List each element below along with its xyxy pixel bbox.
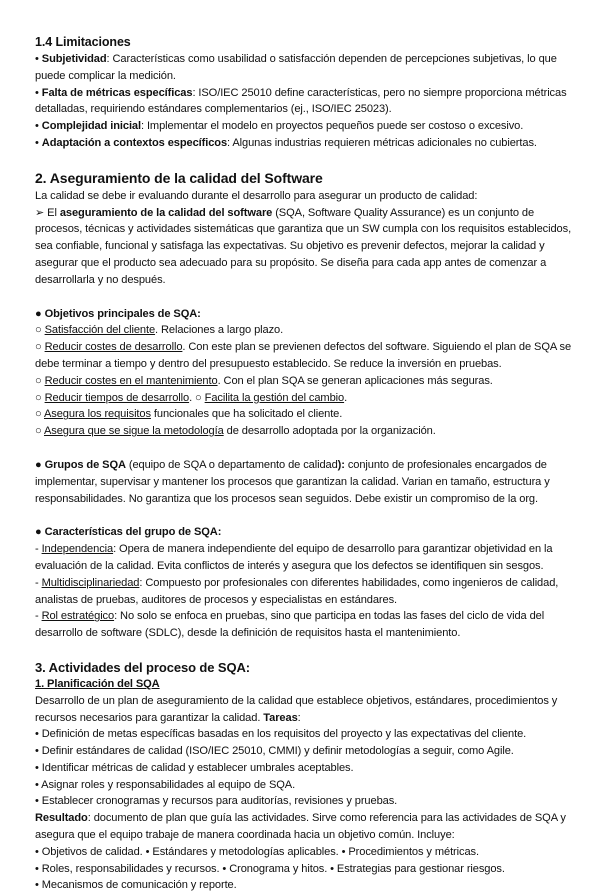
underlined-text: Facilita la gestión del cambio (204, 391, 345, 404)
underlined-text: Satisfacción del cliente (44, 324, 156, 337)
paragraph (35, 339, 573, 373)
bold-text: Objetivos principales de SQA: (44, 307, 201, 320)
text-run: ○ (35, 408, 44, 421)
paragraph (35, 861, 573, 878)
text-run: • (35, 136, 42, 149)
paragraph (35, 306, 573, 323)
paragraph (35, 777, 573, 794)
bold-text: Adaptación a contextos específicos (41, 136, 228, 149)
bold-text: Grupos de SQA (44, 458, 126, 471)
underlined-text: Rol estratégico (41, 610, 115, 623)
paragraph (35, 135, 573, 152)
text-run: ● (35, 458, 45, 471)
text-run: • Establecer cronogramas y recursos para auditorías, revisiones y pruebas. (35, 795, 398, 808)
text-run: ○ (35, 425, 44, 438)
text-run: : Opera de manera independiente del equipo de desarrollo para garantizar objetividad en la evaluación de la calidad. Evita conflictos de interés y asegura que los defectos se identifiquen sin sesgos. (35, 543, 553, 572)
paragraph (35, 188, 573, 205)
bold-text: Subjetividad (41, 53, 107, 65)
text-run: • Definir estándares de calidad (ISO/IEC 25010, CMMI) y definir metodologías a seguir, como Agile. (35, 745, 514, 758)
paragraph (35, 877, 573, 894)
text-run: ○ (35, 324, 45, 337)
text-run: . (344, 391, 348, 404)
text-run: • Definición de metas específicas basadas en los requisitos del proyecto y las expectativas del cliente. (35, 728, 527, 741)
section-heading (35, 34, 573, 51)
paragraph (35, 844, 573, 861)
text-run: • Mecanismos de comunicación y reporte. (35, 879, 237, 892)
paragraph (35, 322, 573, 339)
paragraph (35, 575, 573, 609)
text-run: : Compuesto por profesionales con diferentes habilidades, como ingenieros de calidad, analistas de pruebas, auditores de procesos y especialistas en estándares. (35, 576, 559, 606)
text-run: : ISO/IEC 25010 define características, pero no siempre proporciona métricas detalladas, requiriendo estándares complementarios (ej., ISO/IEC 25023). (35, 86, 567, 116)
text-run: ➢ El (35, 206, 60, 219)
paragraph (35, 676, 573, 693)
paragraph (35, 406, 573, 423)
paragraph (35, 390, 573, 407)
text-run: : documento de plan que guía las actividades. Sirve como referencia para las actividades de SQA y asegura que el equipo trabaje de manera coordinada hacia un objetivo común. Incluye: (35, 812, 566, 842)
underlined-text: Independencia (41, 543, 114, 556)
paragraph (35, 205, 573, 289)
text-run: : No solo se enfoca en pruebas, sino que participa en todas las fases del ciclo de vida del desarrollo de software (SDLC), desde la definición de requisitos hasta el mantenimiento. (35, 610, 545, 640)
paragraph (35, 810, 573, 844)
paragraph (35, 541, 573, 575)
bold-text: Complejidad inicial (41, 120, 141, 133)
paragraph (35, 608, 573, 642)
text-run: ● (35, 307, 45, 320)
text-run: • Asignar roles y responsabilidades al equipo de SQA. (35, 778, 296, 791)
underlined-text: Asegura que se sigue la metodología (43, 425, 224, 438)
paragraph (35, 118, 573, 135)
paragraph (35, 85, 573, 119)
text-run: . Relaciones a largo plazo. (155, 324, 284, 337)
underlined-text: Multidisciplinariedad (41, 576, 140, 589)
text-run: : (297, 711, 301, 724)
bold-text: Falta de métricas específicas (41, 86, 193, 99)
bold-text: Características del grupo de SQA: (44, 526, 222, 539)
paragraph (35, 423, 573, 440)
document-page (35, 34, 573, 894)
text-run: : Características como usabilidad o satisfacción dependen de percepciones subjetivas, lo que puede complicar la medición. (35, 53, 557, 82)
text-run: ○ (35, 391, 45, 404)
paragraph (35, 726, 573, 743)
text-run: : Algunas industrias requieren métricas adicionales no cubiertas. (227, 136, 537, 149)
text-run: 1.4 Limitaciones (35, 35, 131, 49)
paragraph (35, 457, 573, 507)
text-run: . ○ (189, 391, 205, 404)
section-heading (35, 659, 573, 676)
text-run: funcionales que ha solicitado el cliente. (150, 408, 343, 421)
section-heading (35, 169, 573, 188)
bold-text: 1. Planificación del SQA (35, 677, 160, 690)
bold-text: Tareas (263, 711, 298, 724)
text-run: • Objetivos de calidad. • Estándares y metodologías aplicables. • Procedimientos y métricas. (35, 845, 479, 858)
paragraph (35, 524, 573, 541)
text-run: ○ (35, 341, 45, 354)
text-run: (SQA, Software Quality Assurance) es un conjunto de procesos, técnicas y actividades sistemáticas que garantiza que un SW cumpla con los requisitos establecidos, sea confiable, funcional y satisfaga las expectativas. Su objetivo es prevenir defectos, mejorar la calidad y asegurar que el producto sea adecuado para su propósito. Se diseña para cada app antes de comenzar a desarrollarla y no después. (35, 206, 572, 286)
text-run: . Con el plan SQA se generan aplicaciones más seguras. (217, 374, 493, 387)
text-run: 3. Actividades del proceso de SQA: (35, 659, 251, 675)
paragraph (35, 693, 573, 727)
paragraph (35, 373, 573, 390)
underlined-text: Reducir costes en el mantenimiento (44, 374, 218, 387)
underlined-text: Asegura los requisitos (43, 408, 151, 421)
paragraph (35, 51, 573, 85)
text-run: - (35, 543, 42, 556)
underlined-text: Reducir tiempos de desarrollo (44, 391, 190, 404)
paragraph (35, 793, 573, 810)
text-run: - (35, 576, 42, 589)
text-run: ○ (35, 374, 45, 387)
text-run: • (35, 53, 42, 65)
text-run: Desarrollo de un plan de aseguramiento de la calidad que establece objetivos, estándares, procedimientos y recursos necesarios para garantizar la calidad. (35, 694, 558, 724)
text-run: • Identificar métricas de calidad y establecer umbrales aceptables. (35, 761, 354, 774)
text-run: - (35, 610, 42, 623)
text-run: conjunto de profesionales encargados de implementar, supervisar y mantener los procesos que garantizan la calidad. Varian en tamaño, estructura y responsabilidades. No garantiza que los procesos sean seguidos. Debe existir un compromiso de la org. (35, 458, 550, 505)
text-run: 2. Aseguramiento de la calidad del Software (35, 169, 323, 186)
text-run: (equipo de SQA o departamento de calidad (125, 458, 338, 471)
bold-text: Resultado (35, 812, 88, 825)
paragraph (35, 743, 573, 760)
text-run: : Implementar el modelo en proyectos pequeños puede ser costoso o excesivo. (140, 120, 524, 133)
text-run: . Con este plan se previenen defectos del software. Siguiendo el plan de SQA se debe terminar a tiempo y dentro del presupuesto establecido. Se reduce la inversión en pruebas. (35, 341, 572, 370)
text-run: La calidad se debe ir evaluando durante el desarrollo para asegurar un producto de calidad: (35, 189, 478, 202)
text-run: • (35, 120, 42, 133)
text-run: de desarrollo adoptada por la organización. (223, 425, 436, 438)
paragraph (35, 760, 573, 777)
text-run: • Roles, responsabilidades y recursos. • Cronograma y hitos. • Estrategias para gestionar riesgos. (35, 862, 505, 875)
underlined-text: Reducir costes de desarrollo (44, 341, 183, 354)
bold-text: aseguramiento de la calidad del software (59, 206, 273, 219)
text-run: ● (35, 526, 45, 539)
bold-text: ): (337, 458, 345, 471)
text-run: • (35, 86, 42, 99)
